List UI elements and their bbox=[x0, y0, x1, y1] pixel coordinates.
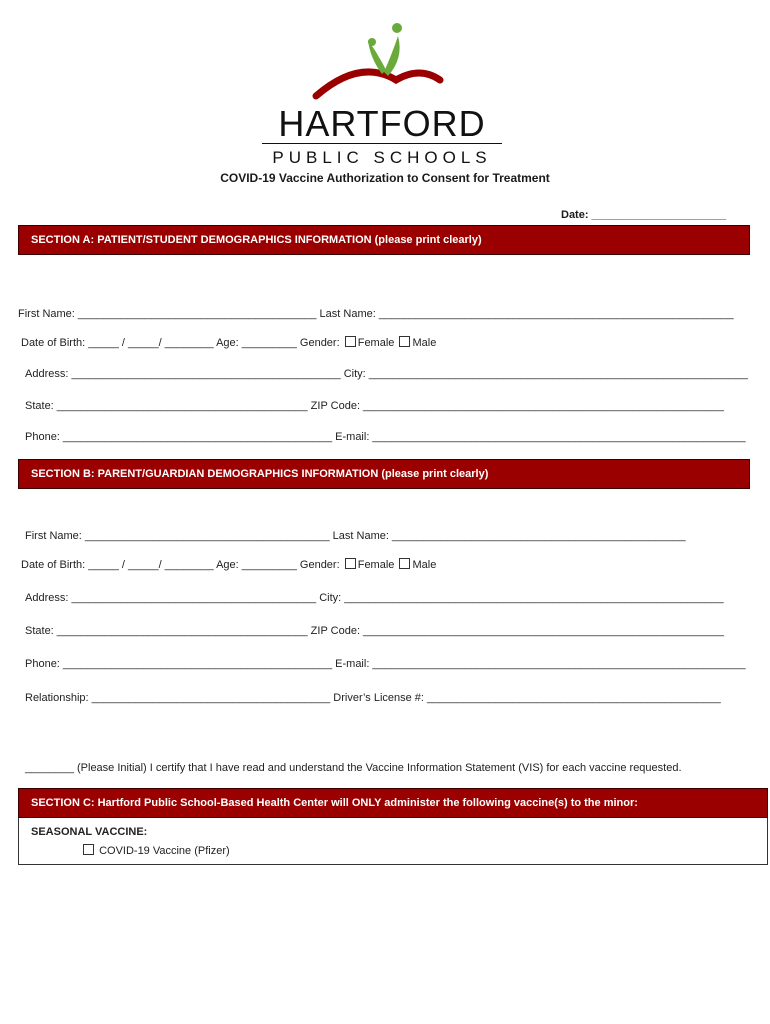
student-address-field[interactable]: Address: ____________________________________________ City: ______________________________________________________________ bbox=[25, 368, 749, 380]
guardian-name-field[interactable]: First Name: ________________________________________ Last Name: ________________________________________________ bbox=[25, 530, 686, 542]
vis-certification[interactable]: ________ (Please Initial) I certify that I have read and understand the Vaccine Information Statement (VIS) for each vaccine requested. bbox=[25, 762, 682, 774]
guardian-dob-field[interactable]: Date of Birth: _____ / _____/ ________ Age: _________ Gender: bbox=[21, 559, 340, 571]
guardian-female-checkbox[interactable] bbox=[345, 558, 356, 569]
hartford-logo bbox=[300, 18, 460, 103]
seasonal-vaccine-label: SEASONAL VACCINE: bbox=[31, 826, 148, 838]
covid-vaccine-checkbox[interactable] bbox=[83, 844, 94, 855]
section-a-header bbox=[18, 225, 750, 255]
guardian-male-label: Male bbox=[412, 559, 437, 571]
student-male-checkbox[interactable] bbox=[399, 336, 410, 347]
logo-head-right bbox=[392, 23, 402, 33]
brand-subtitle: PUBLIC SCHOOLS bbox=[272, 148, 492, 167]
student-female-checkbox[interactable] bbox=[345, 336, 356, 347]
logo-head-left bbox=[368, 38, 376, 46]
guardian-address-field[interactable]: Address: ________________________________________ City: ______________________________________________________________ bbox=[25, 592, 724, 604]
vaccine-option-row[interactable] bbox=[81, 844, 230, 857]
brand-name: HARTFORD bbox=[278, 103, 486, 144]
guardian-phone-field[interactable]: Phone: ____________________________________________ E-mail: _____________________________________________________________ bbox=[25, 658, 746, 670]
guardian-female-label: Female bbox=[357, 559, 395, 571]
section-a-title: SECTION A: PATIENT/STUDENT DEMOGRAPHICS INFORMATION (please print clearly) bbox=[31, 234, 482, 246]
section-b-title: SECTION B: PARENT/GUARDIAN DEMOGRAPHICS INFORMATION (please print clearly) bbox=[31, 468, 489, 480]
guardian-relationship-field[interactable]: Relationship: _______________________________________ Driver’s License #: ________________________________________________ bbox=[25, 692, 721, 704]
section-b-header bbox=[18, 459, 750, 489]
student-female-label: Female bbox=[357, 337, 395, 349]
logo-leaf-right bbox=[384, 36, 400, 76]
date-field[interactable]: Date: ______________________ bbox=[561, 209, 727, 221]
form-title: COVID-19 Vaccine Authorization to Consent for Treatment bbox=[220, 171, 550, 185]
student-dob-field[interactable]: Date of Birth: _____ / _____/ ________ Age: _________ Gender: bbox=[21, 337, 340, 349]
section-c-body bbox=[18, 818, 768, 865]
student-phone-field[interactable]: Phone: ____________________________________________ E-mail: _____________________________________________________________ bbox=[25, 431, 746, 443]
student-state-field[interactable]: State: _________________________________________ ZIP Code: ___________________________________________________________ bbox=[25, 400, 724, 412]
covid-vaccine-label: COVID-19 Vaccine (Pfizer) bbox=[99, 845, 230, 857]
logo-red-arc bbox=[316, 72, 440, 96]
student-dob-row[interactable] bbox=[21, 336, 436, 349]
guardian-male-checkbox[interactable] bbox=[399, 558, 410, 569]
guardian-dob-row[interactable] bbox=[21, 558, 436, 571]
section-c-header bbox=[18, 788, 768, 818]
brand-divider bbox=[262, 143, 502, 144]
student-male-label: Male bbox=[412, 337, 437, 349]
guardian-state-field[interactable]: State: _________________________________________ ZIP Code: ___________________________________________________________ bbox=[25, 625, 724, 637]
student-name-field[interactable]: First Name: _______________________________________ Last Name: __________________________________________________________ bbox=[18, 308, 734, 320]
section-c-title: SECTION C: Hartford Public School-Based Health Center will ONLY administer the following vaccine(s) to the minor: bbox=[31, 797, 638, 809]
